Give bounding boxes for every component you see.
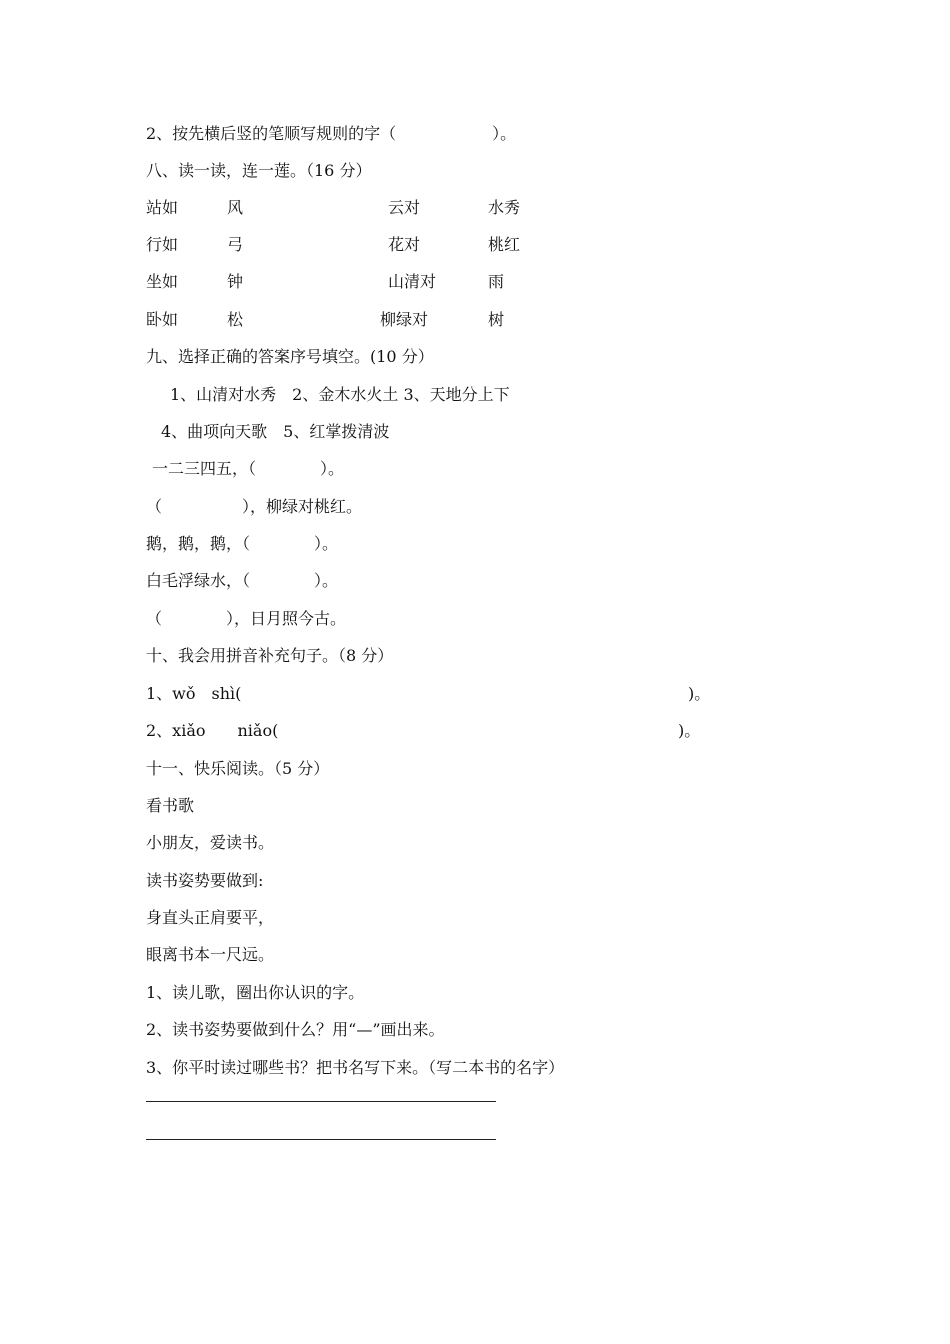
match-right-a-1: 云对 bbox=[388, 198, 421, 217]
section-9-heading: 九、选择正确的答案序号填空。(10 分） bbox=[146, 347, 434, 366]
fill-blank-2: （ ），柳绿对桃红。 bbox=[146, 497, 363, 516]
match-right-a-2: 花对 bbox=[388, 235, 421, 254]
poem-title: 看书歌 bbox=[146, 796, 195, 815]
match-right-b-1: 水秀 bbox=[488, 198, 521, 217]
poem-line-2: 读书姿势要做到: bbox=[146, 871, 264, 890]
reading-question-3: 3、你平时读过哪些书？把书名写下来。（写二本书的名字） bbox=[146, 1058, 565, 1077]
match-right-a-4: 柳绿对 bbox=[380, 310, 429, 329]
match-mid-4: 松 bbox=[227, 310, 244, 329]
match-right-b-3: 雨 bbox=[488, 272, 505, 291]
section-9-options-2: 4、曲项向天歌 5、红掌拨清波 bbox=[161, 422, 390, 441]
match-left-3: 坐如 bbox=[146, 272, 179, 291]
match-right-b-4: 树 bbox=[488, 310, 505, 329]
match-right-a-3: 山清对 bbox=[388, 272, 437, 291]
match-left-2: 行如 bbox=[146, 235, 179, 254]
poem-line-1: 小朋友，爱读书。 bbox=[146, 833, 275, 852]
pinyin-item-1-suffix: )。 bbox=[688, 684, 711, 703]
reading-question-2: 2、读书姿势要做到什么？用“—”画出来。 bbox=[146, 1020, 445, 1039]
answer-line-1 bbox=[146, 1101, 496, 1102]
section-10-heading: 十、我会用拼音补充句子。（8 分） bbox=[146, 646, 394, 665]
match-mid-1: 风 bbox=[227, 198, 244, 217]
fill-blank-5: （ ），日月照今古。 bbox=[146, 609, 347, 628]
match-mid-3: 钟 bbox=[227, 272, 244, 291]
fill-blank-3: 鹅，鹅，鹅，（ ）。 bbox=[146, 534, 339, 553]
section-11-heading: 十一、快乐阅读。（5 分） bbox=[146, 759, 330, 778]
match-left-1: 站如 bbox=[146, 198, 179, 217]
match-left-4: 卧如 bbox=[146, 310, 179, 329]
q7-item-2: 2、按先横后竖的笔顺写规则的字（ ）。 bbox=[146, 124, 517, 143]
fill-blank-4: 白毛浮绿水，（ ）。 bbox=[146, 571, 339, 590]
fill-blank-1: 一二三四五，（ ）。 bbox=[152, 459, 345, 478]
poem-line-4: 眼离书本一尺远。 bbox=[146, 945, 275, 964]
answer-line-2 bbox=[146, 1139, 496, 1140]
pinyin-item-2-prefix: 2、xiǎo niǎo( bbox=[146, 721, 279, 740]
poem-line-3: 身直头正肩要平， bbox=[146, 908, 275, 927]
section-8-heading: 八、读一读，连一莲。（16 分） bbox=[146, 161, 372, 180]
reading-question-1: 1、读儿歌，圈出你认识的字。 bbox=[146, 983, 365, 1002]
pinyin-item-1-prefix: 1、wǒ shì( bbox=[146, 684, 242, 703]
section-9-options-1: 1、山清对水秀 2、金木水火土 3、天地分上下 bbox=[170, 385, 510, 404]
match-mid-2: 弓 bbox=[227, 235, 244, 254]
pinyin-item-2-suffix: )。 bbox=[678, 721, 701, 740]
match-right-b-2: 桃红 bbox=[488, 235, 521, 254]
